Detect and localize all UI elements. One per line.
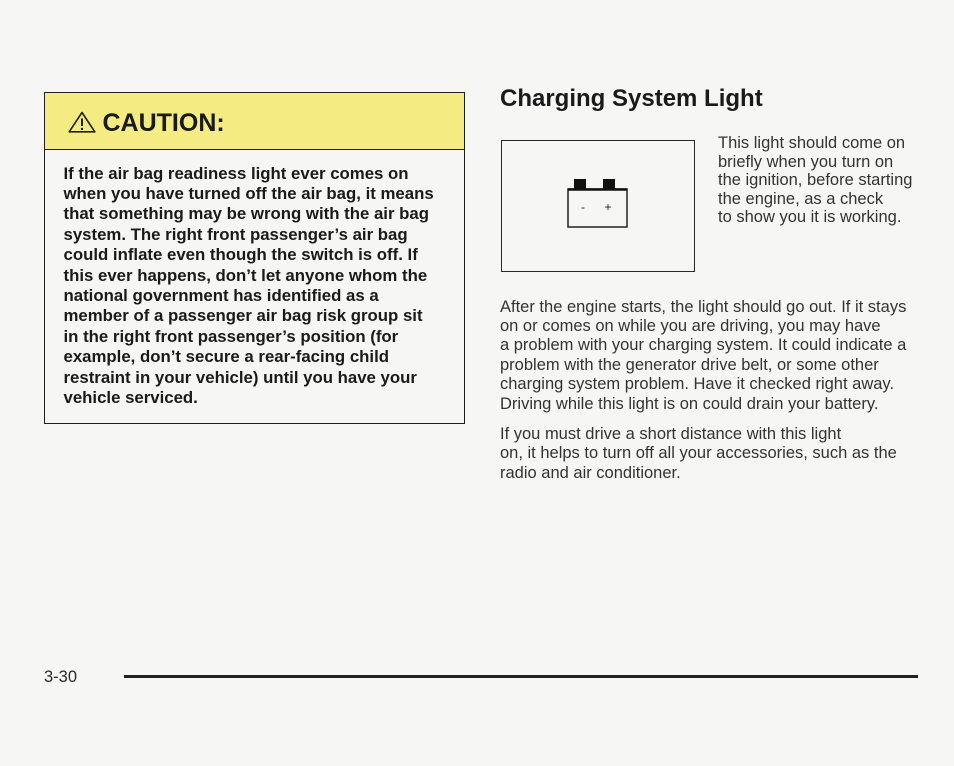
paragraph-line: charging system problem. Have it checked right away.: [500, 375, 895, 394]
footer-rule: [124, 675, 918, 678]
caution-line: that something may be wrong with the air bag: [63, 204, 429, 224]
intro-line: This light should come on: [718, 134, 906, 152]
caution-line: when you have turned off the air bag, it means: [63, 183, 434, 203]
battery-minus-label: -: [580, 199, 585, 214]
caution-line: If the air bag readiness light ever comes on: [63, 163, 409, 183]
intro-line: to show you it is working.: [718, 208, 902, 226]
caution-line: restraint in your vehicle) until you have your: [63, 367, 417, 387]
caution-line: could inflate even though the switch is off. If: [63, 245, 418, 265]
intro-line: the ignition, before starting: [718, 171, 913, 189]
caution-line: example, don’t secure a rear-facing child: [63, 347, 389, 367]
caution-line: vehicle serviced.: [63, 387, 198, 407]
battery-plus-label: +: [603, 199, 612, 214]
warning-triangle-icon: [68, 111, 96, 133]
paragraph-line: After the engine starts, the light should go out. If it stays: [500, 297, 907, 316]
caution-box: [44, 92, 465, 424]
battery-icon: [566, 177, 630, 229]
caution-header: [45, 93, 464, 150]
paragraph-line: radio and air conditioner.: [500, 463, 681, 482]
caution-line: system. The right front passenger’s air bag: [63, 224, 408, 244]
paragraph-short-distance: [500, 425, 897, 484]
section-heading: Charging System Light: [500, 85, 763, 113]
paragraph-line: If you must drive a short distance with this light: [500, 424, 842, 443]
caution-line: national government has identified as a: [63, 285, 379, 305]
paragraph-line: on or comes on while you are driving, you may have: [500, 317, 881, 335]
caution-title: CAUTION:: [102, 108, 225, 137]
page-number: 3-30: [44, 668, 78, 686]
intro-line: briefly when you turn on: [718, 152, 894, 171]
paragraph-line: Driving while this light is on could drain your battery.: [500, 394, 879, 413]
intro-line: the engine, as a check: [718, 189, 884, 208]
caution-body: [64, 164, 434, 409]
caution-line: this ever happens, don’t let anyone whom the: [63, 265, 428, 285]
paragraph-after-start: [500, 298, 906, 414]
caution-line: in the right front passenger’s position (for: [63, 326, 399, 346]
paragraph-line: problem with the generator drive belt, or some other: [500, 355, 879, 374]
intro-text: [718, 134, 912, 227]
paragraph-line: a problem with your charging system. It could indicate a: [500, 336, 907, 355]
indicator-illustration: [501, 140, 695, 272]
caution-line: member of a passenger air bag risk group sit: [63, 306, 423, 326]
paragraph-line: on, it helps to turn off all your accessories, such as the: [500, 444, 897, 463]
